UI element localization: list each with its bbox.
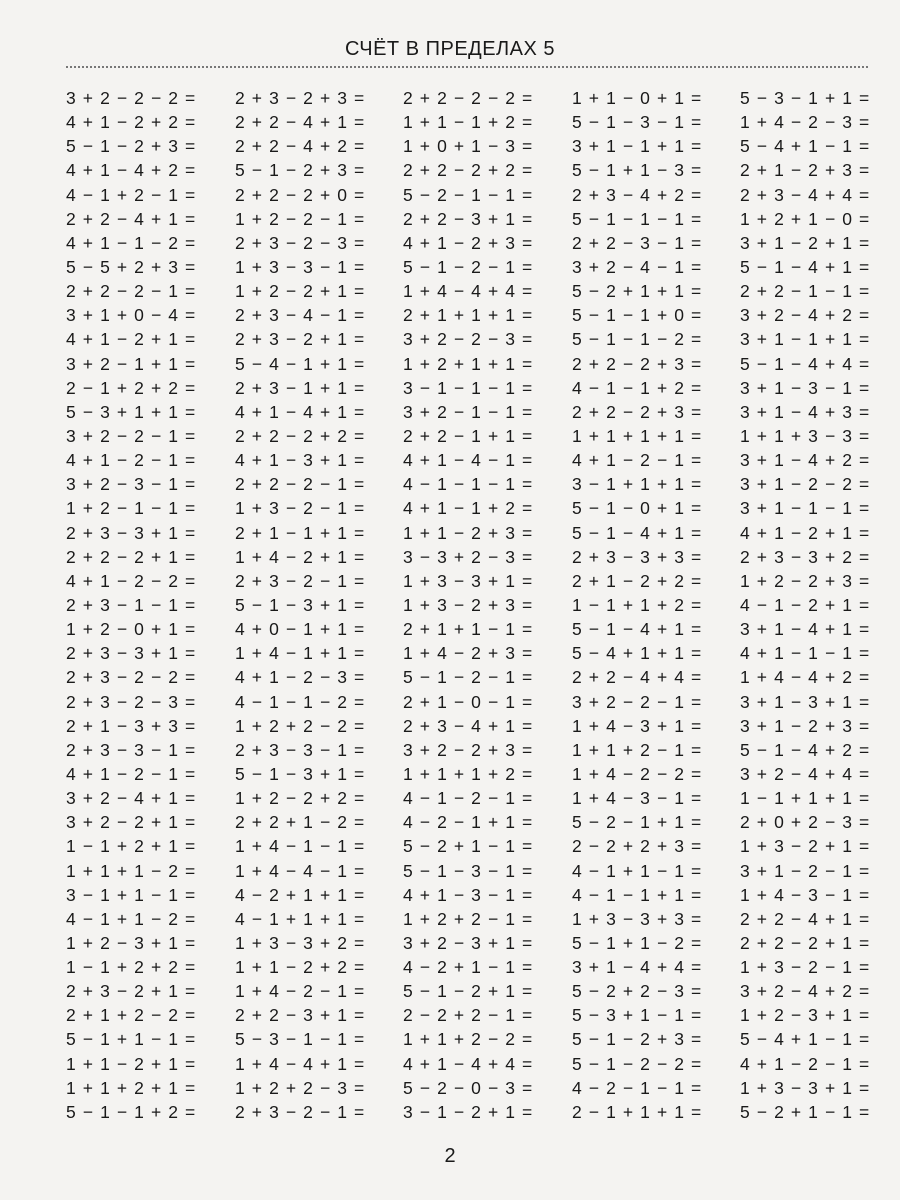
equation: 1 + 4 − 3 − 1 = (572, 788, 702, 809)
equation: 2 + 3 − 3 − 1 = (66, 739, 196, 760)
equation: 1 + 3 − 2 − 1 = (235, 498, 365, 519)
equation: 5 − 1 + 1 − 1 = (66, 1029, 196, 1050)
equation: 4 − 1 + 2 − 1 = (66, 184, 196, 205)
page-title: СЧЁТ В ПРЕДЕЛАХ 5 (344, 38, 556, 60)
equation: 1 + 4 − 2 − 2 = (572, 763, 702, 784)
equation: 5 − 3 + 1 − 1 = (572, 1005, 702, 1026)
equation: 4 + 1 − 1 − 1 = (740, 643, 870, 664)
equation: 1 + 2 − 3 + 1 = (66, 932, 196, 953)
equation: 1 + 4 − 4 + 4 = (403, 281, 533, 302)
equation: 1 + 2 − 3 + 1 = (740, 1005, 870, 1026)
equation: 5 − 1 − 1 + 0 = (572, 305, 702, 326)
equation: 2 + 2 − 2 − 1 = (235, 474, 365, 495)
exercise-column-1 (66, 86, 236, 1124)
equation: 4 + 1 − 2 + 1 = (740, 522, 870, 543)
equation: 2 + 1 + 1 − 1 = (403, 619, 533, 640)
equation: 3 + 1 − 4 + 2 = (740, 450, 870, 471)
equation: 1 + 4 − 4 + 1 = (235, 1053, 365, 1074)
equation: 1 + 4 − 4 − 1 = (235, 860, 365, 881)
equation: 1 + 1 − 1 + 2 = (403, 112, 533, 133)
equation: 5 − 3 + 1 + 1 = (66, 401, 196, 422)
equation: 4 + 1 − 4 + 1 = (235, 401, 365, 422)
equation: 4 − 1 − 1 − 1 = (403, 474, 533, 495)
equation: 3 − 1 − 1 − 1 = (403, 377, 533, 398)
equation: 4 − 1 + 1 + 1 = (235, 908, 365, 929)
equation: 1 + 2 + 1 − 0 = (740, 208, 870, 229)
equation: 3 + 1 − 4 + 3 = (740, 401, 870, 422)
equation: 5 − 1 − 4 + 4 = (740, 353, 870, 374)
equation: 3 + 2 − 3 − 1 = (66, 474, 196, 495)
equation: 2 + 2 − 2 + 0 = (235, 184, 365, 205)
equation: 1 + 4 − 1 − 1 = (235, 836, 365, 857)
equation: 5 − 1 − 2 + 3 = (235, 160, 365, 181)
equation: 1 + 4 − 2 − 3 = (740, 112, 870, 133)
equation: 1 − 1 + 2 + 2 = (66, 957, 196, 978)
equation: 5 − 1 + 1 − 3 = (572, 160, 702, 181)
equation: 3 + 2 − 4 − 1 = (572, 256, 702, 277)
equation: 4 − 2 + 1 − 1 = (403, 957, 533, 978)
equation: 1 − 1 + 1 + 2 = (572, 594, 702, 615)
equation: 1 + 3 − 3 + 1 = (403, 570, 533, 591)
equation: 2 + 3 − 2 − 3 = (235, 232, 365, 253)
equation: 3 + 2 − 4 + 2 = (740, 981, 870, 1002)
equation: 3 − 1 + 1 + 1 = (572, 474, 702, 495)
equation: 5 − 1 − 4 + 1 = (572, 619, 702, 640)
equation: 5 − 1 − 1 − 2 = (572, 329, 702, 350)
equation: 2 + 2 − 4 + 2 = (235, 136, 365, 157)
equation: 5 − 2 − 0 − 3 = (403, 1077, 533, 1098)
equation: 4 + 1 − 2 − 3 = (235, 667, 365, 688)
equation: 3 + 2 − 2 − 1 = (572, 691, 702, 712)
equation: 2 + 2 − 4 + 1 = (235, 112, 365, 133)
equation: 1 + 2 − 2 − 1 = (235, 208, 365, 229)
equation: 5 − 1 − 4 + 1 = (740, 256, 870, 277)
equation: 5 − 4 − 1 + 1 = (235, 353, 365, 374)
equation: 5 − 1 − 2 + 1 = (403, 981, 533, 1002)
equation: 4 − 1 − 1 − 2 = (235, 691, 365, 712)
equation: 4 − 1 − 1 + 2 = (572, 377, 702, 398)
equation: 4 + 1 − 2 − 1 = (572, 450, 702, 471)
equation: 4 + 1 − 1 + 2 = (403, 498, 533, 519)
equation: 1 − 1 + 1 + 1 = (740, 788, 870, 809)
equation: 5 − 2 − 1 + 1 = (572, 812, 702, 833)
equation: 1 + 1 + 2 − 2 = (403, 1029, 533, 1050)
equation: 5 − 1 − 3 + 1 = (235, 594, 365, 615)
equation: 4 − 1 − 1 + 1 = (572, 884, 702, 905)
equation: 2 + 2 − 2 + 1 = (66, 546, 196, 567)
equation: 2 + 2 − 3 + 1 = (235, 1005, 365, 1026)
equation: 1 + 2 − 2 + 3 = (740, 570, 870, 591)
equation: 1 + 3 − 3 + 3 = (572, 908, 702, 929)
equation: 5 − 5 + 2 + 3 = (66, 256, 196, 277)
equation: 1 + 1 + 2 − 1 = (572, 739, 702, 760)
equation: 3 + 2 − 2 + 1 = (66, 812, 196, 833)
equation: 2 + 3 − 2 + 1 = (235, 329, 365, 350)
equation: 1 + 3 − 3 − 1 = (235, 256, 365, 277)
equation: 1 + 3 − 2 − 1 = (740, 957, 870, 978)
equation: 1 + 2 − 1 − 1 = (66, 498, 196, 519)
equation: 4 + 1 − 2 + 1 = (66, 329, 196, 350)
equation: 5 − 1 − 2 + 3 = (572, 1029, 702, 1050)
exercise-column-2 (235, 86, 405, 1124)
equation: 2 + 3 − 2 − 3 = (66, 691, 196, 712)
equation: 2 + 3 − 4 + 4 = (740, 184, 870, 205)
equation: 4 + 1 − 2 + 3 = (403, 232, 533, 253)
exercise-column-5 (740, 86, 900, 1124)
equation: 5 − 2 + 1 + 1 = (572, 281, 702, 302)
equation: 2 − 1 + 1 + 1 = (572, 1101, 702, 1122)
equation: 2 + 2 − 2 − 2 = (403, 88, 533, 108)
equation: 5 − 1 + 1 − 2 = (572, 932, 702, 953)
equation: 4 + 1 − 4 + 4 = (403, 1053, 533, 1074)
equation: 2 − 2 + 2 − 1 = (403, 1005, 533, 1026)
equation: 5 − 1 − 2 + 3 = (66, 136, 196, 157)
equation: 5 − 1 − 2 − 1 = (403, 667, 533, 688)
equation: 2 + 3 − 1 − 1 = (66, 594, 196, 615)
equation: 1 + 1 − 2 + 1 = (66, 1053, 196, 1074)
equation: 1 − 1 + 2 + 1 = (66, 836, 196, 857)
equation: 1 + 4 − 4 + 2 = (740, 667, 870, 688)
equation: 4 − 1 − 2 + 1 = (740, 594, 870, 615)
equation: 3 + 2 − 1 + 1 = (66, 353, 196, 374)
equation: 1 + 1 + 1 + 1 = (572, 425, 702, 446)
equation: 5 − 1 − 3 + 1 = (235, 763, 365, 784)
equation: 5 − 2 + 2 − 3 = (572, 981, 702, 1002)
equation: 3 + 2 − 4 + 1 = (66, 788, 196, 809)
equation: 3 + 1 − 3 + 1 = (740, 691, 870, 712)
equation: 2 + 2 − 1 − 1 = (740, 281, 870, 302)
equation: 2 + 1 − 1 + 1 = (235, 522, 365, 543)
equation: 3 + 2 − 4 + 4 = (740, 763, 870, 784)
equation: 1 + 1 − 2 + 2 = (235, 957, 365, 978)
equation: 1 + 4 − 3 − 1 = (740, 884, 870, 905)
equation: 3 + 2 − 2 + 3 = (403, 739, 533, 760)
equation: 1 + 1 − 0 + 1 = (572, 88, 702, 108)
equation: 1 + 2 + 2 − 1 = (403, 908, 533, 929)
equation: 2 + 3 − 3 + 1 = (66, 643, 196, 664)
equation: 1 + 3 − 3 + 1 = (740, 1077, 870, 1098)
equation: 1 + 2 + 1 + 1 = (403, 353, 533, 374)
equation: 1 + 3 − 2 + 1 = (740, 836, 870, 857)
equation: 5 − 1 − 0 + 1 = (572, 498, 702, 519)
equation: 5 − 1 − 4 + 1 = (572, 522, 702, 543)
equation: 4 + 1 − 2 − 2 = (66, 570, 196, 591)
equation: 3 + 2 − 4 + 2 = (740, 305, 870, 326)
equation: 1 + 4 − 2 + 3 = (403, 643, 533, 664)
equation: 5 − 2 + 1 − 1 = (403, 836, 533, 857)
equation: 1 + 1 + 2 + 1 = (66, 1077, 196, 1098)
equation: 2 + 3 − 4 + 2 = (572, 184, 702, 205)
equation: 3 + 1 + 0 − 4 = (66, 305, 196, 326)
equation: 5 − 1 − 1 + 2 = (66, 1101, 196, 1122)
exercise-column-3 (403, 86, 573, 1124)
equation: 3 + 1 − 3 − 1 = (740, 377, 870, 398)
equation: 2 + 2 + 1 − 2 = (235, 812, 365, 833)
equation: 2 + 3 − 3 − 1 = (235, 739, 365, 760)
equation: 5 − 3 − 1 − 1 = (235, 1029, 365, 1050)
equation: 1 + 4 − 2 − 1 = (235, 981, 365, 1002)
equation: 2 + 3 − 2 + 1 = (66, 981, 196, 1002)
equation: 2 − 2 + 2 + 3 = (572, 836, 702, 857)
equation: 1 + 4 − 1 + 1 = (235, 643, 365, 664)
equation: 4 − 2 + 1 + 1 = (235, 884, 365, 905)
equation: 1 + 1 − 2 + 3 = (403, 522, 533, 543)
equation: 2 + 1 − 3 + 3 = (66, 715, 196, 736)
equation: 5 − 1 − 2 − 2 = (572, 1053, 702, 1074)
equation: 5 − 1 − 4 + 2 = (740, 739, 870, 760)
equation: 5 − 1 − 2 − 1 = (403, 256, 533, 277)
equation: 3 + 2 − 2 − 1 = (66, 425, 196, 446)
equation: 2 + 2 − 3 + 1 = (403, 208, 533, 229)
equation: 3 − 1 + 1 − 1 = (66, 884, 196, 905)
equation: 4 + 1 − 2 − 1 = (66, 450, 196, 471)
equation: 4 + 1 − 2 − 1 = (740, 1053, 870, 1074)
equation: 1 + 2 + 2 − 3 = (235, 1077, 365, 1098)
equation: 4 + 1 − 3 − 1 = (403, 884, 533, 905)
equation: 4 + 1 − 4 + 2 = (66, 160, 196, 181)
equation: 1 + 2 − 2 + 2 = (235, 788, 365, 809)
equation: 2 + 2 − 2 − 1 = (66, 281, 196, 302)
equation: 2 + 3 − 1 + 1 = (235, 377, 365, 398)
equation: 5 − 1 − 3 − 1 = (403, 860, 533, 881)
equation: 2 + 2 − 2 + 2 = (235, 425, 365, 446)
equation: 4 + 1 − 2 − 1 = (66, 763, 196, 784)
equation: 5 − 1 − 3 − 1 = (572, 112, 702, 133)
equation: 4 + 1 − 3 + 1 = (235, 450, 365, 471)
equation: 3 + 1 − 4 + 4 = (572, 957, 702, 978)
equation: 2 + 2 − 2 + 3 = (572, 353, 702, 374)
equation: 2 + 2 − 4 + 1 = (740, 908, 870, 929)
equation: 2 + 2 − 4 + 4 = (572, 667, 702, 688)
equation: 2 + 3 − 4 − 1 = (235, 305, 365, 326)
equation: 3 + 2 − 1 − 1 = (403, 401, 533, 422)
equation: 1 + 2 − 0 + 1 = (66, 619, 196, 640)
equation: 2 + 3 − 2 − 2 = (66, 667, 196, 688)
equation: 5 − 4 + 1 − 1 = (740, 1029, 870, 1050)
equation: 3 − 1 − 2 + 1 = (403, 1101, 533, 1122)
equation: 3 + 1 − 4 + 1 = (740, 619, 870, 640)
equation: 2 + 1 − 0 − 1 = (403, 691, 533, 712)
equation: 2 + 2 − 3 − 1 = (572, 232, 702, 253)
equation: 1 + 4 − 3 + 1 = (572, 715, 702, 736)
equation: 3 − 3 + 2 − 3 = (403, 546, 533, 567)
equation: 4 + 1 − 4 − 1 = (403, 450, 533, 471)
equation: 3 + 2 − 2 − 2 = (66, 88, 196, 108)
equation: 3 + 1 − 1 + 1 = (740, 329, 870, 350)
equation: 4 + 1 − 1 − 2 = (66, 232, 196, 253)
equation: 2 + 3 − 2 − 1 = (235, 570, 365, 591)
equation: 1 + 3 − 3 + 2 = (235, 932, 365, 953)
equation: 1 + 3 − 2 + 3 = (403, 594, 533, 615)
equation: 5 − 2 − 1 − 1 = (403, 184, 533, 205)
equation: 4 − 2 − 1 − 1 = (572, 1077, 702, 1098)
equation: 3 + 1 − 1 + 1 = (572, 136, 702, 157)
exercise-column-4 (572, 86, 742, 1124)
page-number: 2 (444, 1145, 456, 1167)
equation: 2 + 3 − 2 − 1 = (235, 1101, 365, 1122)
equation: 2 + 1 + 2 − 2 = (66, 1005, 196, 1026)
equation: 5 − 2 + 1 − 1 = (740, 1101, 870, 1122)
equation: 1 + 0 + 1 − 3 = (403, 136, 533, 157)
equation: 5 − 3 − 1 + 1 = (740, 88, 870, 108)
equation: 4 + 0 − 1 + 1 = (235, 619, 365, 640)
equation: 2 + 2 − 4 + 1 = (66, 208, 196, 229)
equation: 2 + 1 − 2 + 2 = (572, 570, 702, 591)
equation: 3 + 1 − 2 − 2 = (740, 474, 870, 495)
equation: 3 + 2 − 2 − 3 = (403, 329, 533, 350)
equation: 3 + 1 − 2 + 1 = (740, 232, 870, 253)
equation: 1 + 1 + 1 − 2 = (66, 860, 196, 881)
equation: 1 + 1 + 3 − 3 = (740, 425, 870, 446)
equation: 2 + 3 − 3 + 2 = (740, 546, 870, 567)
title-divider (66, 66, 868, 68)
equation: 4 − 2 − 1 + 1 = (403, 812, 533, 833)
equation: 1 + 2 − 2 + 1 = (235, 281, 365, 302)
equation: 3 + 2 − 3 + 1 = (403, 932, 533, 953)
equation: 3 + 1 − 1 − 1 = (740, 498, 870, 519)
equation: 4 − 1 + 1 − 1 = (572, 860, 702, 881)
equation: 2 + 3 − 4 + 1 = (403, 715, 533, 736)
equation: 2 + 1 + 1 + 1 = (403, 305, 533, 326)
equation: 1 + 4 − 2 + 1 = (235, 546, 365, 567)
equation: 5 − 1 − 1 − 1 = (572, 208, 702, 229)
equation: 4 + 1 − 2 + 2 = (66, 112, 196, 133)
equation: 4 − 1 − 2 − 1 = (403, 788, 533, 809)
equation: 1 + 1 + 1 + 2 = (403, 763, 533, 784)
equation: 2 + 3 − 3 + 3 = (572, 546, 702, 567)
equation: 2 + 1 − 2 + 3 = (740, 160, 870, 181)
equation: 2 + 2 − 1 + 1 = (403, 425, 533, 446)
equation: 3 + 1 − 2 − 1 = (740, 860, 870, 881)
equation: 4 − 1 + 1 − 2 = (66, 908, 196, 929)
equation: 2 + 2 − 2 + 3 = (572, 401, 702, 422)
equation: 1 + 2 + 2 − 2 = (235, 715, 365, 736)
equation: 2 + 2 − 2 + 2 = (403, 160, 533, 181)
equation: 2 + 0 + 2 − 3 = (740, 812, 870, 833)
equation: 2 + 3 − 3 + 1 = (66, 522, 196, 543)
equation: 5 − 4 + 1 + 1 = (572, 643, 702, 664)
equation: 5 − 4 + 1 − 1 = (740, 136, 870, 157)
equation: 2 + 2 − 2 + 1 = (740, 932, 870, 953)
equation: 3 + 1 − 2 + 3 = (740, 715, 870, 736)
equation: 2 − 1 + 2 + 2 = (66, 377, 196, 398)
equation: 2 + 3 − 2 + 3 = (235, 88, 365, 108)
